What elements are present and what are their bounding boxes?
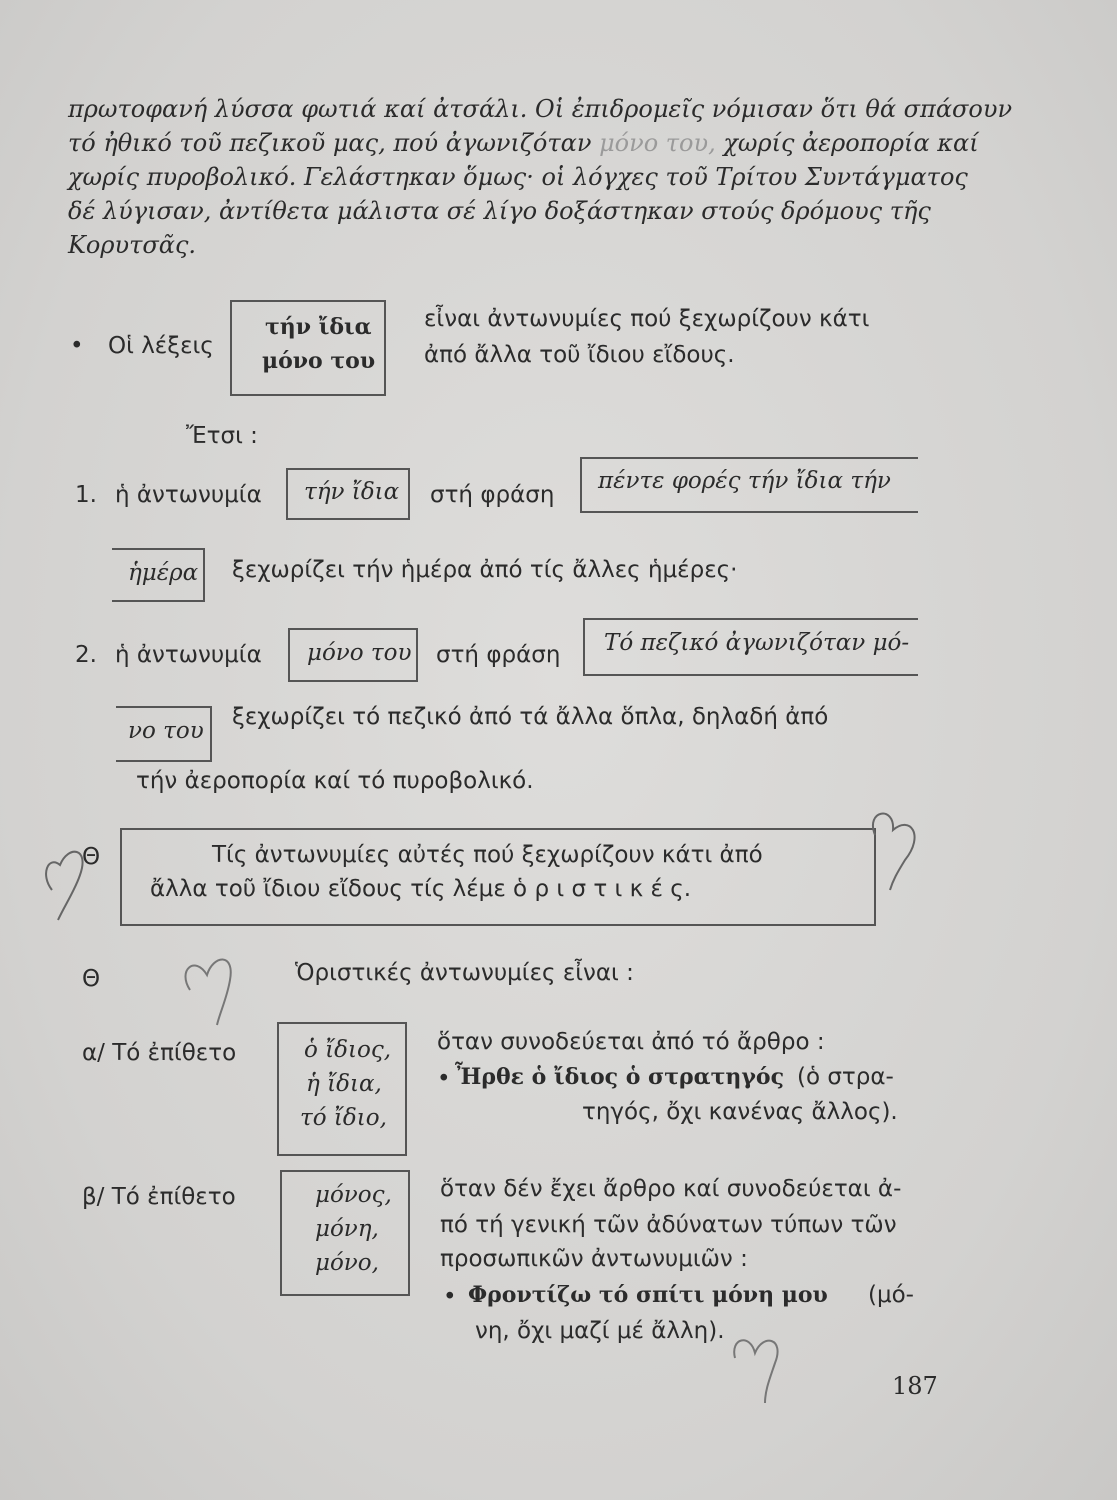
rule-box-word: μόνο του bbox=[262, 348, 376, 374]
theta-mark: Θ bbox=[82, 966, 101, 992]
heart-doodle-icon bbox=[855, 805, 925, 895]
example-number: 1. bbox=[75, 482, 97, 508]
form-word: ἡ ἴδια, bbox=[306, 1071, 382, 1097]
item-label: α/ Τό ἐπίθετο bbox=[82, 1040, 237, 1066]
example-gloss: τηγός, ὄχι κανένας ἄλλος). bbox=[582, 1099, 898, 1125]
etsi-label: Ἔτσι : bbox=[186, 423, 258, 449]
intro-line: χωρίς πυροβολικό. Γελάστηκαν ὅμως· οἱ λόγχες τοῦ Τρίτου Συντάγματος bbox=[68, 163, 968, 191]
example-gloss: νη, ὄχι μαζί μέ ἄλλη). bbox=[475, 1318, 725, 1344]
phrase-text: πέντε φορές τήν ἴδια τήν bbox=[598, 468, 891, 494]
intro-paragraph bbox=[68, 92, 1013, 262]
item-desc: πό τή γενική τῶν ἀδύνατων τύπων τῶν bbox=[440, 1212, 897, 1238]
heart-doodle-icon bbox=[40, 835, 110, 935]
example-rest: ξεχωρίζει τήν ἡμέρα ἀπό τίς ἄλλες ἡμέρες· bbox=[232, 557, 738, 583]
page-number: 187 bbox=[892, 1372, 938, 1400]
form-word: μόνο, bbox=[315, 1250, 379, 1276]
rule-text: ἀπό ἄλλα τοῦ ἴδιου εἴδους. bbox=[424, 342, 735, 368]
heart-doodle-icon bbox=[725, 1328, 795, 1408]
faded-text: μόνο του, bbox=[599, 129, 716, 157]
form-word: μόνη, bbox=[315, 1216, 379, 1242]
form-word: τό ἴδιο, bbox=[300, 1105, 387, 1131]
phrase-text: ἡμέρα bbox=[128, 560, 199, 586]
definition-text: Τίς ἀντωνυμίες αὐτές πού ξεχωρίζουν κάτι ἀπό bbox=[212, 842, 763, 868]
intro-text: χωρίς ἀεροπορία καί bbox=[715, 129, 979, 157]
rule-lead: Οἱ λέξεις bbox=[108, 333, 214, 359]
form-word: ὁ ἴδιος, bbox=[304, 1037, 392, 1063]
example-rest: τήν ἀεροπορία καί τό πυροβολικό. bbox=[136, 768, 534, 794]
phrase-text: νο του bbox=[128, 718, 204, 744]
example-mid: στή φράση bbox=[430, 482, 555, 508]
rule-box-word: τήν ἴδια bbox=[265, 314, 372, 340]
bullet-dot: • bbox=[70, 333, 84, 359]
definition-text: ἄλλα τοῦ ἴδιου εἴδους τίς λέμε ὁ ρ ι σ τ ι κ έ ς. bbox=[150, 876, 692, 902]
word-box-text: τήν ἴδια bbox=[304, 479, 400, 505]
example-lead: ἡ ἀντωνυμία bbox=[115, 482, 262, 508]
form-word: μόνος, bbox=[315, 1182, 392, 1208]
example-mid: στή φράση bbox=[436, 642, 561, 668]
bullet-dot: • bbox=[443, 1284, 457, 1310]
intro-line: Κορυτσᾶς. bbox=[68, 231, 197, 259]
intro-line: πρωτοφανή λύσσα φωτιά καί ἀτσάλι. Οἱ ἐπιδρομεῖς νόμισαν ὅτι θά σπάσουν bbox=[68, 95, 1013, 123]
theta-mark: Θ bbox=[82, 844, 101, 870]
bullet-dot: • bbox=[437, 1066, 451, 1092]
item-desc: προσωπικῶν ἀντωνυμιῶν : bbox=[440, 1246, 748, 1272]
example-gloss: (μό- bbox=[868, 1282, 914, 1308]
word-box-text: μόνο του bbox=[307, 640, 412, 666]
phrase-text: Τό πεζικό ἀγωνιζόταν μό- bbox=[604, 630, 910, 656]
item-label: β/ Τό ἐπίθετο bbox=[82, 1184, 236, 1210]
example-sentence: Ἦρθε ὁ ἴδιος ὁ στρατηγός bbox=[455, 1064, 785, 1090]
example-sentence: Φροντίζω τό σπίτι μόνη μου bbox=[468, 1282, 828, 1308]
list-heading: Ὁριστικές ἀντωνυμίες εἶναι : bbox=[295, 960, 634, 986]
item-desc: ὅταν συνοδεύεται ἀπό τό ἄρθρο : bbox=[437, 1029, 825, 1055]
item-desc: ὅταν δέν ἔχει ἄρθρο καί συνοδεύεται ἀ- bbox=[440, 1176, 902, 1202]
example-gloss: (ὁ στρα- bbox=[797, 1064, 894, 1090]
example-rest: ξεχωρίζει τό πεζικό ἀπό τά ἄλλα ὅπλα, δηλαδή ἀπό bbox=[232, 704, 829, 730]
intro-line: δέ λύγισαν, ἀντίθετα μάλιστα σέ λίγο δοξάστηκαν στούς δρόμους τῆς bbox=[68, 197, 931, 225]
intro-line bbox=[68, 126, 979, 160]
example-lead: ἡ ἀντωνυμία bbox=[115, 642, 262, 668]
rule-text: εἶναι ἀντωνυμίες πού ξεχωρίζουν κάτι bbox=[424, 306, 870, 332]
example-number: 2. bbox=[75, 642, 97, 668]
intro-text: τό ἠθικό τοῦ πεζικοῦ μας, πού ἀγωνιζόταν bbox=[68, 129, 600, 157]
heart-doodle-icon bbox=[175, 950, 255, 1030]
